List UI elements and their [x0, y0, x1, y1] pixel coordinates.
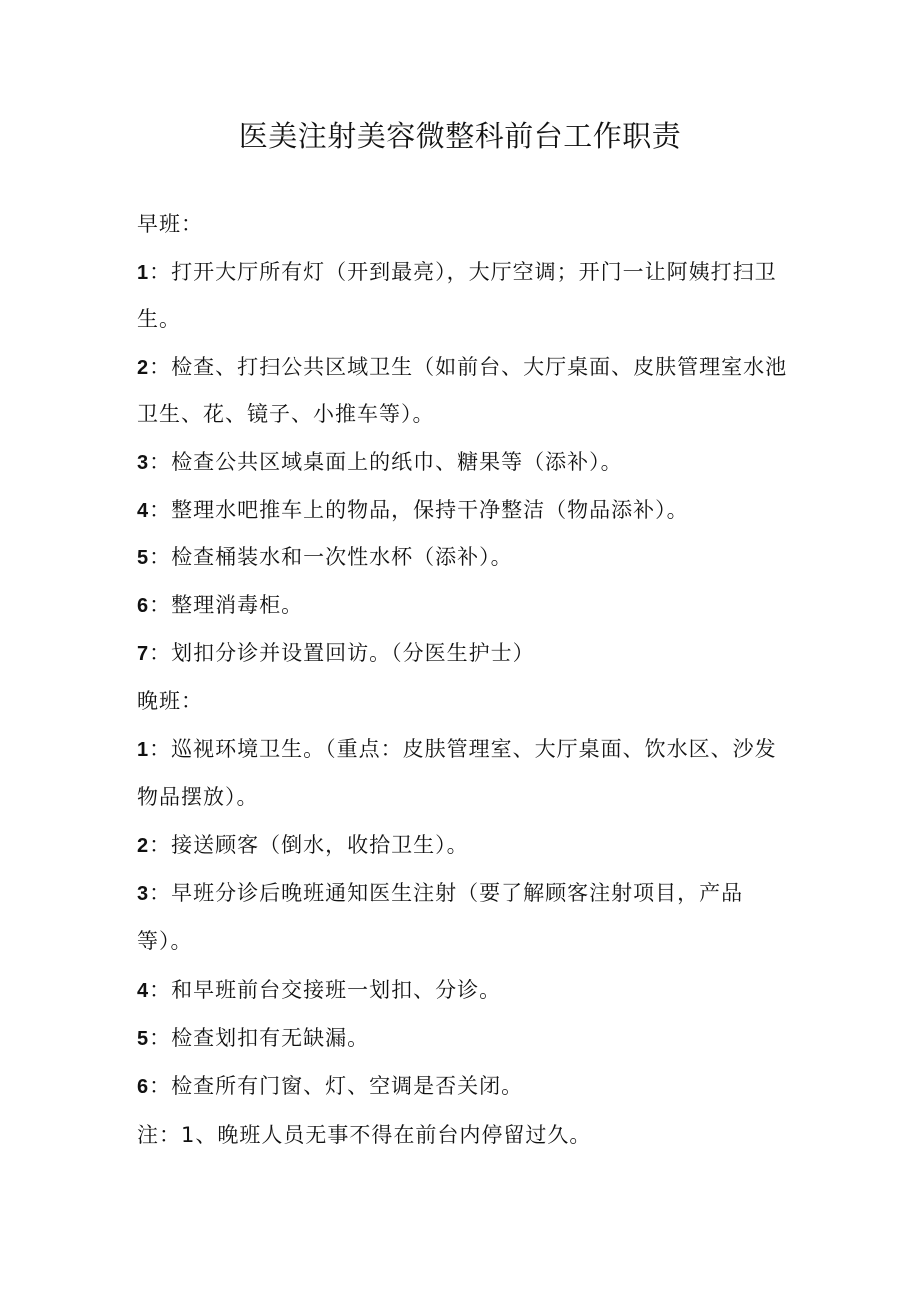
line-text: 晚班： [137, 689, 203, 713]
line-text: ：划扣分诊并设置回访。（分医生护士） [149, 641, 535, 665]
line-text: 等）。 [137, 929, 193, 953]
item-number: 1 [137, 262, 150, 284]
list-item [137, 1021, 797, 1055]
list-item-continuation [137, 397, 797, 431]
list-item [137, 493, 797, 527]
document-title: 医美注射美容微整科前台工作职责 [238, 119, 682, 153]
line-text: ：整理水吧推车上的物品，保持干净整洁（物品添补）。 [149, 498, 689, 522]
item-number: 4 [137, 980, 150, 1002]
list-item-continuation [137, 924, 797, 958]
line-text: ：和早班前台交接班一划扣、分诊。 [149, 978, 502, 1002]
item-number: 1 [137, 739, 150, 761]
line-text: ：检查、打扫公共区域卫生（如前台、大厅桌面、皮肤管理室水池 [149, 355, 788, 379]
line-text: ：接送顾客（倒水，收拾卫生）。 [149, 833, 469, 857]
list-item [137, 828, 797, 862]
note-line [137, 1118, 797, 1152]
list-item [137, 732, 797, 766]
line-text: 生。 [137, 307, 181, 331]
list-item [137, 636, 797, 670]
item-number: 5 [137, 547, 150, 569]
item-number: 3 [137, 883, 150, 905]
line-text: ：检查划扣有无缺漏。 [149, 1026, 370, 1050]
list-item [137, 588, 797, 622]
line-text: ：打开大厅所有灯（开到最亮），大厅空调；开门一让阿姨打扫卫 [149, 260, 777, 284]
line-text: 注：1、晚班人员无事不得在前台内停留过久。 [137, 1123, 592, 1147]
line-text: ：早班分诊后晚班通知医生注射（要了解顾客注射项目，产品 [149, 881, 744, 905]
line-text: 物品摆放）。 [137, 785, 259, 809]
item-number: 2 [137, 835, 150, 857]
line-text: ：巡视环境卫生。（重点：皮肤管理室、大厅桌面、饮水区、沙发 [149, 737, 777, 761]
list-item [137, 540, 797, 574]
line-text: ：检查公共区域桌面上的纸巾、糖果等（添补）。 [149, 450, 623, 474]
list-item [137, 255, 797, 289]
list-item-continuation [137, 780, 797, 814]
line-text: 卫生、花、镜子、小推车等）。 [137, 402, 435, 426]
list-item [137, 876, 797, 910]
item-number: 4 [137, 500, 150, 522]
list-item [137, 1069, 797, 1103]
item-number: 6 [137, 1076, 150, 1098]
list-item [137, 973, 797, 1007]
list-item-continuation [137, 302, 797, 336]
list-item [137, 445, 797, 479]
line-text: 早班： [137, 212, 203, 236]
list-item [137, 350, 797, 384]
item-number: 7 [137, 643, 150, 665]
item-number: 2 [137, 357, 150, 379]
item-number: 3 [137, 452, 150, 474]
section-heading-morning [137, 207, 797, 241]
item-number: 6 [137, 595, 150, 617]
item-number: 5 [137, 1028, 150, 1050]
line-text: ：检查桶装水和一次性水杯（添补）。 [149, 545, 513, 569]
line-text: ：检查所有门窗、灯、空调是否关闭。 [149, 1074, 524, 1098]
line-text: ：整理消毒柜。 [149, 593, 304, 617]
section-heading-evening [137, 684, 797, 718]
